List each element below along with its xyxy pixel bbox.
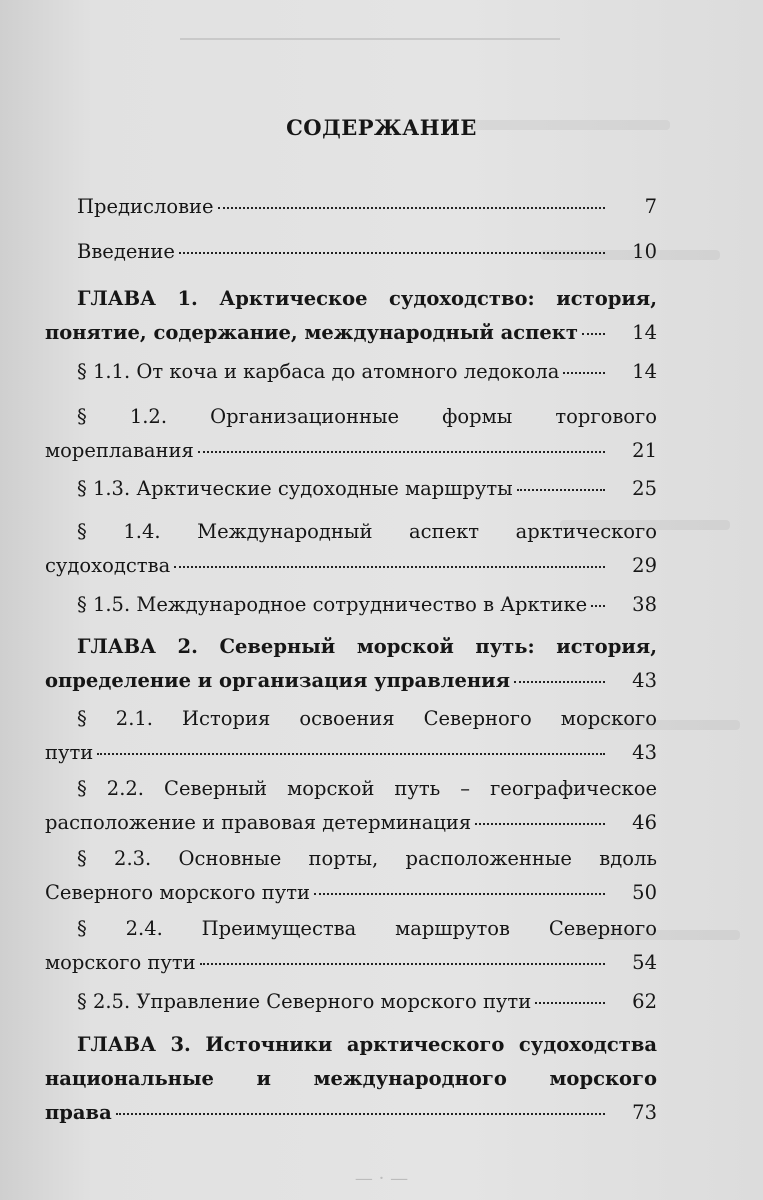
toc-entry xyxy=(45,772,657,840)
toc-entry-line xyxy=(45,316,657,350)
dot-leader xyxy=(200,961,605,965)
dot-leader xyxy=(517,487,605,491)
toc-entry-line xyxy=(45,876,657,910)
toc-chapter-entry xyxy=(45,630,657,698)
toc-entry xyxy=(45,400,657,468)
toc-entry-line: § 2.1. История освоения Северного морского xyxy=(77,707,657,730)
toc-entry-text: Предисловие xyxy=(77,195,214,218)
toc-entry-text: понятие, содержание, международный аспект xyxy=(45,321,578,344)
toc-entry-line xyxy=(45,1096,657,1130)
toc-entry-text: § 1.5. Международное сотрудничество в Арктике xyxy=(77,593,588,616)
toc-entry-line: ГЛАВА 1. Арктическое судоходство: история, xyxy=(77,287,657,310)
dot-leader xyxy=(116,1111,605,1115)
toc-entry-line: ГЛАВА 3. Источники арктического судоходства xyxy=(77,1033,657,1056)
toc-page-number: 50 xyxy=(632,881,657,904)
toc-entry xyxy=(45,190,657,224)
toc-entry-line xyxy=(45,664,657,698)
dot-leader xyxy=(314,891,605,895)
toc-page-number: 7 xyxy=(644,195,657,218)
toc-page-number: 10 xyxy=(632,240,657,263)
toc-entry-line xyxy=(45,588,657,622)
toc-entry-line xyxy=(45,736,657,770)
contents-heading: СОДЕРЖАНИЕ xyxy=(286,115,477,140)
toc-entry xyxy=(45,912,657,980)
toc-chapter-entry xyxy=(45,1028,657,1130)
dot-leader xyxy=(582,331,605,335)
dot-leader xyxy=(179,250,605,254)
toc-entry-text: определение и организация управления xyxy=(45,669,511,692)
toc-entry-line xyxy=(45,806,657,840)
toc-entry-text: мореплавания xyxy=(45,439,194,462)
toc-entry-line: национальные и международного морского xyxy=(45,1067,657,1090)
toc-entry-text: морского пути xyxy=(45,951,196,974)
toc-entry xyxy=(45,515,657,583)
toc-chapter-entry xyxy=(45,282,657,350)
toc-page-number: 43 xyxy=(632,669,657,692)
toc-page-number: 62 xyxy=(632,990,657,1013)
toc-entry xyxy=(45,235,657,269)
toc-entry-line xyxy=(45,472,657,506)
toc-entry-line: § 1.4. Международный аспект арктического xyxy=(77,520,657,543)
toc-entry xyxy=(45,355,657,389)
toc-entry-line: ГЛАВА 2. Северный морской путь: история, xyxy=(77,635,657,658)
toc-entry-line xyxy=(45,190,657,224)
toc-entry-line xyxy=(45,235,657,269)
toc-entry-line xyxy=(45,549,657,583)
toc-page-number: 54 xyxy=(632,951,657,974)
toc-entry xyxy=(45,985,657,1019)
toc-entry-line xyxy=(45,434,657,468)
toc-entry-line: § 2.4. Преимущества маршрутов Северного xyxy=(77,917,657,940)
dot-leader xyxy=(218,205,605,209)
toc-page-number: 29 xyxy=(632,554,657,577)
dot-leader xyxy=(174,564,605,568)
toc-entry xyxy=(45,842,657,910)
toc-page-number: 25 xyxy=(632,477,657,500)
toc-entry-text: § 1.3. Арктические судоходные маршруты xyxy=(77,477,513,500)
dot-leader xyxy=(563,370,605,374)
toc-page-number: 21 xyxy=(632,439,657,462)
toc-entry-text: § 1.1. От коча и карбаса до атомного ледокола xyxy=(77,360,560,383)
dot-leader xyxy=(591,603,605,607)
toc-entry-line xyxy=(45,985,657,1019)
dot-leader xyxy=(475,821,605,825)
toc-entry-line: § 1.2. Организационные формы торгового xyxy=(77,405,657,428)
toc-page-number: 14 xyxy=(632,360,657,383)
toc-entry-line xyxy=(45,355,657,389)
toc-page-number: 38 xyxy=(632,593,657,616)
toc-page-number: 46 xyxy=(632,811,657,834)
toc-entry-line: § 2.3. Основные порты, расположенные вдоль xyxy=(77,847,657,870)
toc-entry-text: пути xyxy=(45,741,94,764)
dot-leader xyxy=(97,751,605,755)
page-number-ghost: — · — xyxy=(354,1168,409,1189)
toc-entry-text: права xyxy=(45,1101,112,1124)
toc-page-number: 43 xyxy=(632,741,657,764)
toc-entry-text: § 2.5. Управление Северного морского пути xyxy=(77,990,532,1013)
toc-entry-text: Северного морского пути xyxy=(45,881,311,904)
toc-page-number: 14 xyxy=(632,321,657,344)
toc-entry-text: Введение xyxy=(77,240,175,263)
toc-page-number: 73 xyxy=(632,1101,657,1124)
toc-entry-text: судоходства xyxy=(45,554,171,577)
toc-entry xyxy=(45,702,657,770)
dot-leader xyxy=(535,1000,605,1004)
dot-leader xyxy=(198,449,605,453)
toc-entry xyxy=(45,588,657,622)
toc-entry-text: расположение и правовая детерминация xyxy=(45,811,472,834)
bleed-through-header-rule xyxy=(180,38,560,40)
toc-entry-line: § 2.2. Северный морской путь – географическое xyxy=(77,777,657,800)
toc-entry-line xyxy=(45,946,657,980)
dot-leader xyxy=(514,679,605,683)
toc-entry xyxy=(45,472,657,506)
